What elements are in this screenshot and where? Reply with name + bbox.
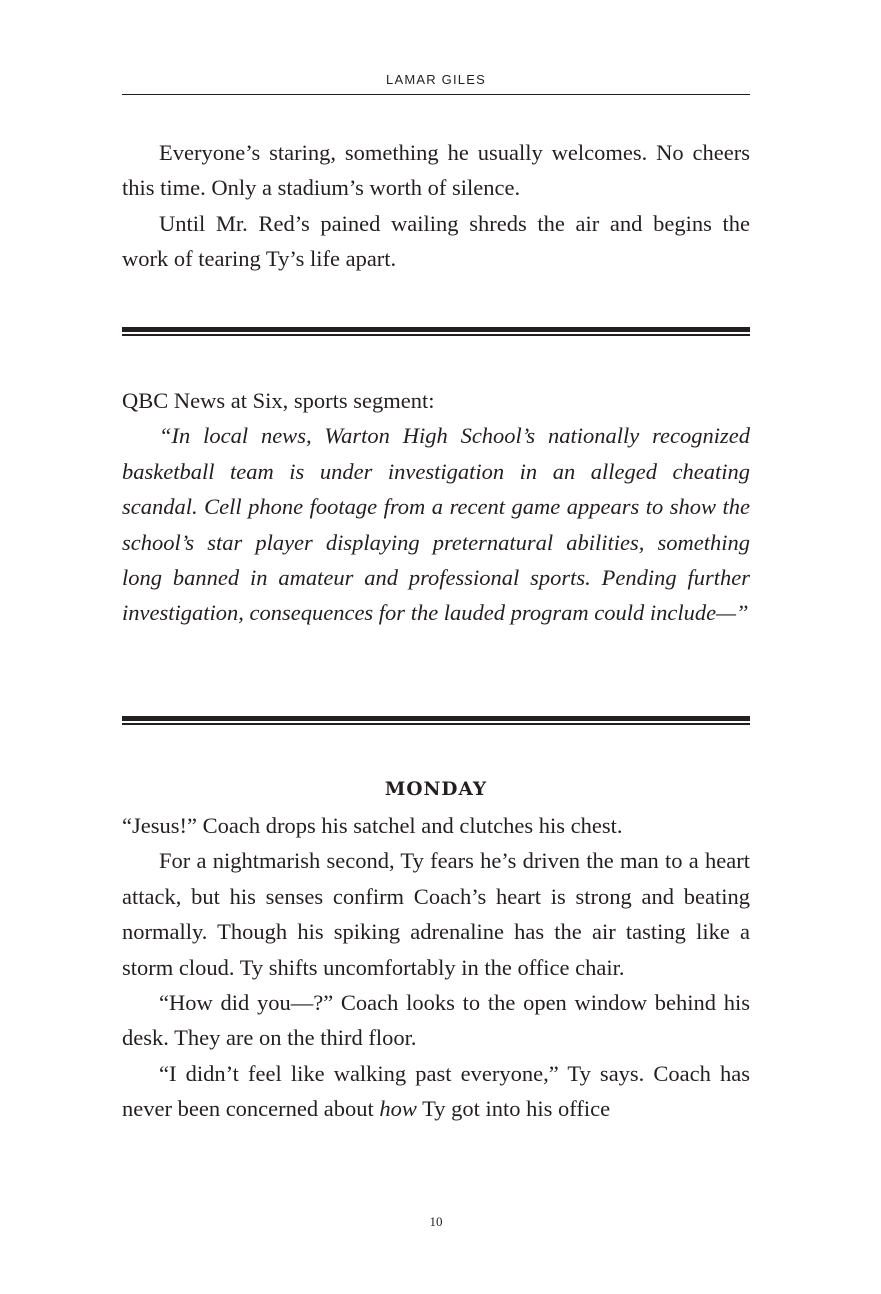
news-intro: QBC News at Six, sports segment: [122,388,435,413]
rule-thick [122,327,750,332]
paragraph: Until Mr. Red’s pained wailing shreds the air and begins the work of tearing Ty’s life apart. [122,210,750,272]
section-monday [122,808,750,1127]
paragraph: “How did you—?” Coach looks to the open window behind his desk. They are on the third floor. [122,990,750,1051]
paragraph: “Jesus!” Coach drops his satchel and clutches his chest. [122,813,623,838]
section-news-segment [122,383,750,631]
page-number: 10 [429,1214,443,1229]
section-break-rule [122,716,750,726]
rule-thin [122,723,750,725]
paragraph: Everyone’s staring, something he usually welcomes. No cheers this time. Only a stadium’s worth of silence. [122,140,750,201]
paragraph: For a nightmarish second, Ty fears he’s driven the man to a heart attack, but his senses confirm Coach’s heart is strong and beating normally. Though his spiking adrenaline has the air tasting like a storm cloud. Ty shifts uncomfortably in the office chair. [122,848,750,980]
news-quote: “In local news, Warton High School’s nationally recognized basketball team is under investigation in an alleged cheating scandal. Cell phone footage from a recent game appears to show the school’s star player displaying preternatural abilities, something long banned in amateur and professional sports. Pending further investigation, consequences for the lauded program could include—” [122,423,750,626]
rule-thick [122,716,750,721]
rule-thin [122,334,750,336]
section-break-rule [122,327,750,337]
header-rule [122,94,750,95]
section-heading: MONDAY [384,779,488,800]
running-head: LAMAR GILES [386,72,486,87]
paragraph [122,1056,750,1127]
emphasis: how [379,1096,417,1122]
section-opening-scene [122,135,750,277]
text-run: “I didn’t feel like walking past everyone,” Ty says. Coach has never been concerned about [122,1060,750,1122]
book-page [122,0,750,1294]
text-run: Ty got into his office [416,1096,611,1122]
